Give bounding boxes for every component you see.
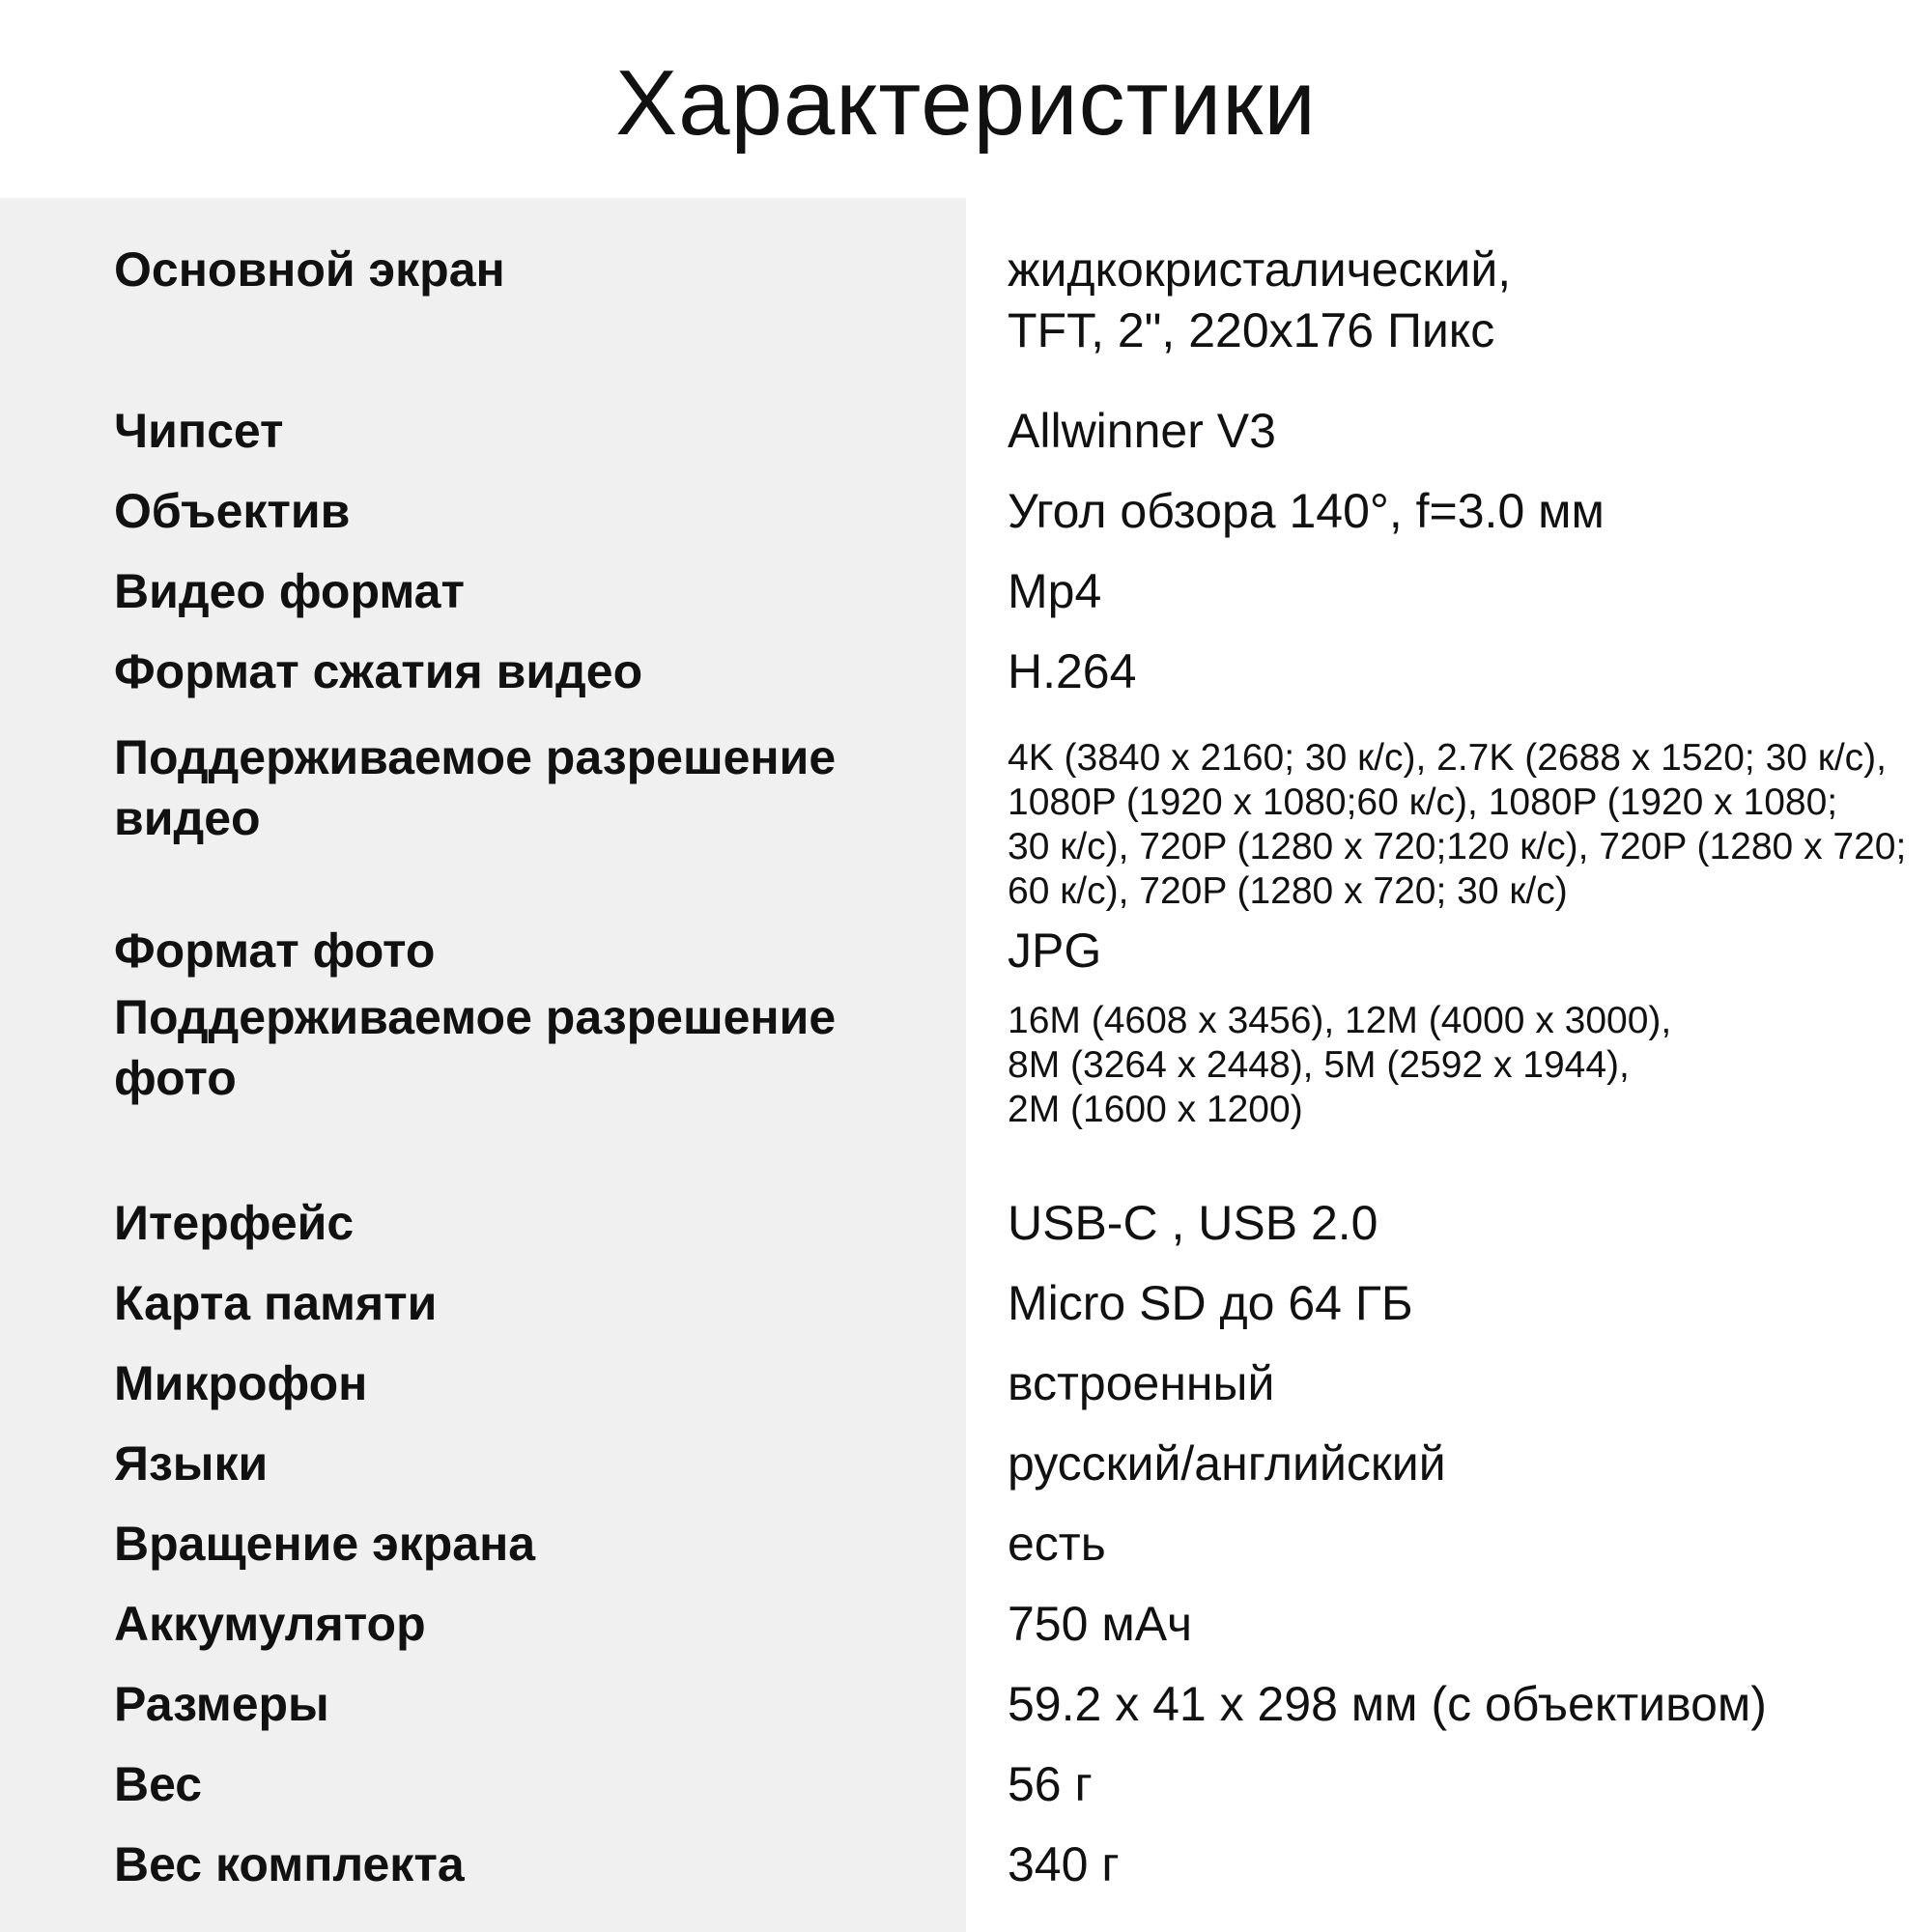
spec-label-screen-rotation: Вращение экрана bbox=[114, 1517, 536, 1571]
spec-value-main-screen: жидкокристалический, TFT, 2", 220х176 Пикс bbox=[1008, 242, 1512, 357]
spec-label-interface: Итерфейс bbox=[114, 1196, 355, 1250]
spec-value-video-resolution: 4K (3840 x 2160; 30 к/с), 2.7K (2688 x 1520; 30 к/с), 1080P (1920 x 1080;60 к/с), 1080P (1920 x 1080; 30 к/с), 720P (1280 x 720;120 к/с), 720P (1280 x 720; 60 к/с), 720P (1280 x 720; 30 к/с) bbox=[1008, 737, 1907, 912]
page-title: Характеристики bbox=[615, 51, 1317, 155]
spec-label-dimensions: Размеры bbox=[114, 1677, 329, 1731]
spec-label-microphone: Микрофон bbox=[114, 1356, 368, 1410]
spec-label-languages: Языки bbox=[114, 1436, 269, 1491]
spec-value-lens: Угол обзора 140°, f=3.0 мм bbox=[1008, 484, 1605, 538]
spec-value-video-format: Mp4 bbox=[1008, 564, 1102, 618]
spec-value-photo-format: JPG bbox=[1008, 923, 1102, 978]
spec-value-battery: 750 мАч bbox=[1008, 1597, 1193, 1651]
spec-label-lens: Объектив bbox=[114, 484, 351, 538]
spec-value-photo-resolution: 16M (4608 x 3456), 12M (4000 x 3000), 8M (3264 x 2448), 5M (2592 x 1944), 2M (1600 x 1200) bbox=[1008, 1000, 1672, 1130]
spec-label-video-compression: Формат сжатия видео bbox=[114, 644, 643, 698]
spec-label-chipset: Чипсет bbox=[114, 404, 284, 458]
spec-value-screen-rotation: есть bbox=[1008, 1517, 1106, 1571]
spec-value-languages: русский/английский bbox=[1008, 1436, 1446, 1491]
spec-label-weight: Вес bbox=[114, 1757, 203, 1811]
spec-label-main-screen: Основной экран bbox=[114, 242, 505, 297]
spec-label-video-format: Видео формат bbox=[114, 564, 465, 618]
spec-label-kit-weight: Вес комплекта bbox=[114, 1837, 465, 1891]
spec-value-video-compression: H.264 bbox=[1008, 644, 1137, 698]
spec-value-kit-weight: 340 г bbox=[1008, 1837, 1120, 1891]
spec-value-chipset: Allwinner V3 bbox=[1008, 404, 1276, 458]
spec-label-photo-format: Формат фото bbox=[114, 923, 436, 978]
spec-label-memory-card: Карта памяти bbox=[114, 1276, 438, 1330]
spec-value-microphone: встроенный bbox=[1008, 1356, 1275, 1410]
spec-value-dimensions: 59.2 x 41 x 298 мм (с объективом) bbox=[1008, 1677, 1767, 1731]
spec-label-photo-resolution: Поддерживаемое разрешение фото bbox=[114, 990, 837, 1105]
spec-value-weight: 56 г bbox=[1008, 1757, 1093, 1811]
spec-label-video-resolution: Поддерживаемое разрешение видео bbox=[114, 730, 837, 845]
spec-label-battery: Аккумулятор bbox=[114, 1597, 426, 1651]
spec-value-interface: USB-C , USB 2.0 bbox=[1008, 1196, 1378, 1250]
spec-value-memory-card: Micro SD до 64 ГБ bbox=[1008, 1276, 1413, 1330]
